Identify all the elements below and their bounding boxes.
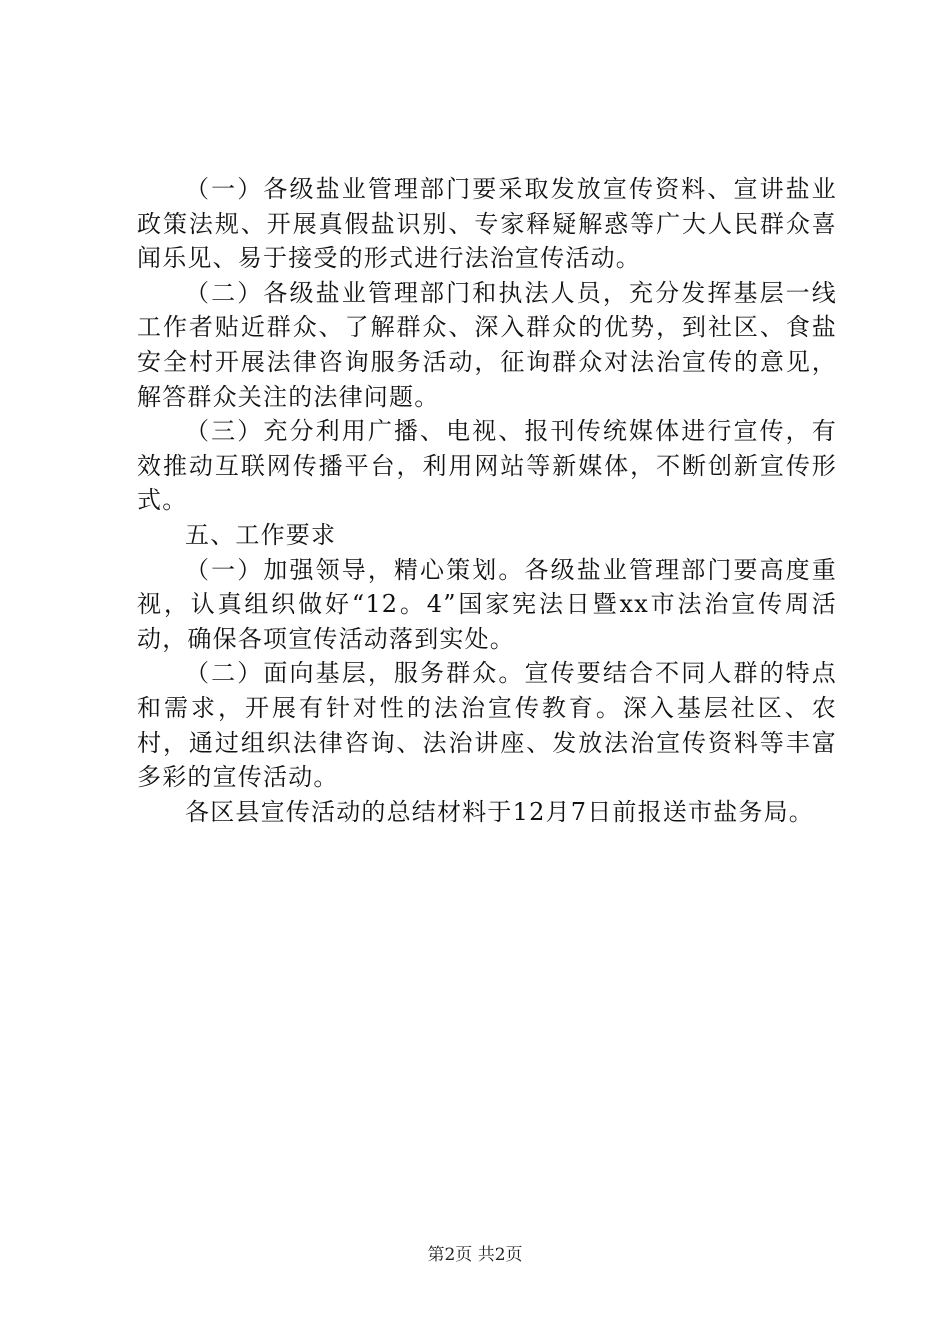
paragraph-strengthen-leadership: （一）加强领导，精心策划。各级盐业管理部门要高度重视，认真组织做好“12。4”国家宪法日暨xx市法治宣传周活动，确保各项宣传活动落到实处。: [137, 555, 837, 653]
paragraph-legal-consultation: （二）各级盐业管理部门和执法人员，充分发挥基层一线工作者贴近群众、了解群众、深入群众的优势，到社区、食盐安全村开展法律咨询服务活动，征询群众对法治宣传的意见，解答群众关注的法律问题。: [137, 278, 837, 411]
section-heading-work-requirements: 五、工作要求: [185, 520, 337, 549]
paragraph-media-publicity: （三）充分利用广播、电视、报刊传统媒体进行宣传，有效推动互联网传播平台，利用网站等新媒体，不断创新宣传形式。: [137, 417, 837, 515]
page-number-footer: 第2页 共2页: [427, 1245, 523, 1265]
paragraph-summary-deadline: 各区县宣传活动的总结材料于12月7日前报送市盐务局。: [185, 797, 815, 826]
paragraph-publicity-materials: （一）各级盐业管理部门要采取发放宣传资料、宣讲盐业政策法规、开展真假盐识别、专家释疑解惑等广大人民群众喜闻乐见、易于接受的形式进行法治宣传活动。: [137, 175, 837, 273]
document-body: [137, 172, 837, 829]
paragraph-serve-grassroots: （二）面向基层，服务群众。宣传要结合不同人群的特点和需求，开展有针对性的法治宣传教育。深入基层社区、农村，通过组织法律咨询、法治讲座、发放法治宣传资料等丰富多彩的宣传活动。: [137, 659, 837, 792]
